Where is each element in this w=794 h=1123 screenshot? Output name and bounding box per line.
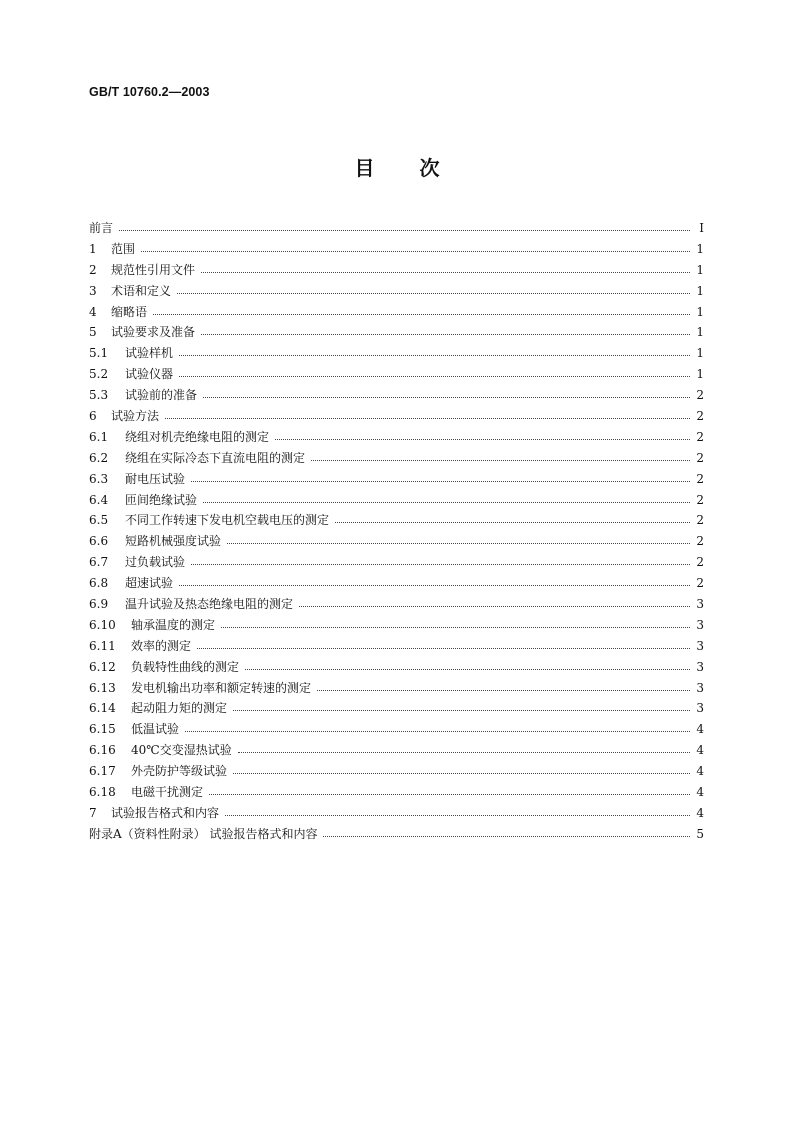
toc-dot-leader <box>197 648 690 649</box>
toc-entry-number: 5.2 <box>89 367 109 382</box>
toc-entry-number: 6.14 <box>89 701 116 716</box>
toc-entry-title: 前言 <box>89 221 114 235</box>
toc-entry-title: 试验前的准备 <box>125 388 198 403</box>
toc-entry-page: 1 <box>696 283 704 298</box>
toc-entry <box>89 427 704 448</box>
toc-entry-title: 40℃交变湿热试验 <box>131 743 232 758</box>
toc-entry <box>89 490 704 511</box>
toc-entry-title: 温升试验及热态绝缘电阻的测定 <box>125 597 294 612</box>
toc-entry-page: 4 <box>696 785 704 800</box>
toc-entry <box>89 678 704 699</box>
toc-entry-page: 3 <box>696 617 704 632</box>
toc-entry-title: 起动阻力矩的测定 <box>131 701 228 716</box>
toc-dot-leader <box>191 564 690 565</box>
toc-entry <box>89 552 704 573</box>
toc-entry-page: 5 <box>696 826 704 841</box>
toc-entry <box>89 719 704 740</box>
toc-entry-page: 1 <box>696 304 704 319</box>
toc-entry-number: 2 <box>89 262 97 277</box>
toc-entry-title: 低温试验 <box>131 722 180 737</box>
toc-entry-number: 6.7 <box>89 555 109 570</box>
toc-entry-page: 2 <box>696 409 704 424</box>
toc-entry-page: 1 <box>696 346 704 361</box>
toc-entry <box>89 636 704 657</box>
toc-entry <box>89 260 704 281</box>
toc-entry-page: Ⅰ <box>699 221 704 235</box>
toc-entry-title: 试验仪器 <box>125 367 174 382</box>
toc-entry-title: 匝间绝缘试验 <box>125 492 198 507</box>
toc-dot-leader <box>299 606 690 607</box>
toc-entry-page: 1 <box>696 367 704 382</box>
toc-entry-page: 4 <box>696 805 704 820</box>
toc-entry-title: 缩略语 <box>111 304 148 319</box>
toc-entry-page: 3 <box>696 680 704 695</box>
toc-entry-page: 2 <box>696 429 704 444</box>
toc-entry-title: 耐电压试验 <box>125 471 186 486</box>
toc-entry <box>89 510 704 531</box>
toc-entry-page: 1 <box>696 241 704 256</box>
toc-dot-leader <box>201 272 690 273</box>
toc-entry-title: 试验要求及准备 <box>111 325 196 340</box>
toc-dot-leader <box>153 314 690 315</box>
toc-dot-leader <box>119 230 690 231</box>
toc-entry-page: 4 <box>696 764 704 779</box>
toc-entry-title: 试验方法 <box>111 409 160 424</box>
toc-entry-number: 6.6 <box>89 534 109 549</box>
toc-entry-number: 7 <box>89 805 97 820</box>
toc-entry-number: 6 <box>89 409 97 424</box>
toc-entry-number: 4 <box>89 304 97 319</box>
toc-entry-page: 1 <box>696 325 704 340</box>
toc-entry-title: 试验报告格式和内容 <box>111 805 220 820</box>
toc-dot-leader <box>209 794 690 795</box>
toc-entry <box>89 302 704 323</box>
toc-entry-number: 6.2 <box>89 450 109 465</box>
toc-entry <box>89 782 704 803</box>
toc-entry-title: 绕组对机壳绝缘电阻的测定 <box>125 429 270 444</box>
toc-dot-leader <box>335 522 690 523</box>
toc-entry-page: 3 <box>696 597 704 612</box>
toc-entry-page: 2 <box>696 534 704 549</box>
toc-entry <box>89 406 704 427</box>
toc-entry-page: 2 <box>696 388 704 403</box>
toc-entry <box>89 594 704 615</box>
toc-entry-title: 过负载试验 <box>125 555 186 570</box>
toc-entry <box>89 385 704 406</box>
toc-dot-leader <box>233 710 690 711</box>
toc-dot-leader <box>221 627 690 628</box>
toc-entry-page: 2 <box>696 576 704 591</box>
toc-entry-page: 4 <box>696 722 704 737</box>
toc-entry-page: 3 <box>696 659 704 674</box>
toc-entry <box>89 364 704 385</box>
toc-dot-leader <box>317 690 690 691</box>
toc-entry-page: 2 <box>696 513 704 528</box>
toc-entry-title: 范围 <box>111 241 136 256</box>
toc-dot-leader <box>227 543 690 544</box>
toc-entry-number: 6.3 <box>89 471 109 486</box>
toc-entry-page: 2 <box>696 450 704 465</box>
toc-entry-number: 6.12 <box>89 659 116 674</box>
toc-entry-title: 规范性引用文件 <box>111 262 196 277</box>
toc-dot-leader <box>179 355 690 356</box>
toc-entry-title: 轴承温度的测定 <box>131 617 216 632</box>
toc-dot-leader <box>179 376 690 377</box>
toc-entry-number: 5.1 <box>89 346 109 361</box>
toc-dot-leader <box>185 731 690 732</box>
toc-entry-number: 6.4 <box>89 492 109 507</box>
toc-dot-leader <box>275 439 690 440</box>
toc-entry <box>89 469 704 490</box>
toc-dot-leader <box>177 293 690 294</box>
toc-dot-leader <box>323 836 690 837</box>
toc-dot-leader <box>203 397 690 398</box>
toc-dot-leader <box>179 585 690 586</box>
toc-entry-title: 超速试验 <box>125 576 174 591</box>
toc-entry-title: 不同工作转速下发电机空载电压的测定 <box>125 513 330 528</box>
toc-entry-title: 短路机械强度试验 <box>125 534 222 549</box>
toc-entry-number: 6.11 <box>89 638 116 653</box>
toc-entry-number: 6.17 <box>89 764 116 779</box>
toc-entry-number: 1 <box>89 241 97 256</box>
toc-entry-title: 电磁干扰测定 <box>131 785 204 800</box>
toc-dot-leader <box>141 251 690 252</box>
toc-entry-title: 试验样机 <box>125 346 174 361</box>
toc-entry-number: 6.18 <box>89 785 116 800</box>
toc-entry-number: 6.16 <box>89 743 116 758</box>
toc-entry <box>89 740 704 761</box>
toc-entry-page: 4 <box>696 743 704 758</box>
toc-entry-page: 1 <box>696 262 704 277</box>
toc-entry-title: 绕组在实际冷态下直流电阻的测定 <box>125 450 306 465</box>
toc-entry-number: 6.13 <box>89 680 116 695</box>
toc-dot-leader <box>203 502 690 503</box>
toc-entry <box>89 803 704 824</box>
toc-entry-page: 3 <box>696 701 704 716</box>
toc-entry <box>89 322 704 343</box>
toc-entry-title: 效率的测定 <box>131 638 192 653</box>
toc-entry-title: 术语和定义 <box>111 283 172 298</box>
toc-dot-leader <box>225 815 690 816</box>
toc-entry <box>89 239 704 260</box>
toc-entry-title: 发电机输出功率和额定转速的测定 <box>131 680 312 695</box>
toc-entry <box>89 698 704 719</box>
toc-entry <box>89 343 704 364</box>
toc-entry-number: 6.5 <box>89 513 109 528</box>
page-title: 目 次 <box>354 156 440 180</box>
toc-entry <box>89 761 704 782</box>
toc-entry-number: 6.8 <box>89 576 109 591</box>
toc-entry-title: 附录A（资料性附录） 试验报告格式和内容 <box>89 826 318 841</box>
toc-entry-page: 2 <box>696 492 704 507</box>
toc-entry <box>89 448 704 469</box>
toc-entry <box>89 824 704 845</box>
toc-dot-leader <box>165 418 690 419</box>
toc-entry <box>89 218 704 239</box>
toc-dot-leader <box>311 460 690 461</box>
toc-entry-number: 6.10 <box>89 617 116 632</box>
toc-entry-number: 6.15 <box>89 722 116 737</box>
toc-entry-number: 6.9 <box>89 597 109 612</box>
toc-entry-page: 2 <box>696 555 704 570</box>
toc-entry-page: 3 <box>696 638 704 653</box>
toc-dot-leader <box>238 752 690 753</box>
toc-entry-title: 负载特性曲线的测定 <box>131 659 240 674</box>
toc-entry-number: 5.3 <box>89 388 109 403</box>
toc-entry-number: 3 <box>89 283 97 298</box>
toc-entry <box>89 531 704 552</box>
toc-entry-number: 5 <box>89 325 97 340</box>
toc-entry <box>89 573 704 594</box>
toc-entry <box>89 281 704 302</box>
toc-dot-leader <box>245 669 690 670</box>
toc-entry <box>89 615 704 636</box>
toc-entry-page: 2 <box>696 471 704 486</box>
toc-entry <box>89 657 704 678</box>
document-id: GB/T 10760.2—2003 <box>89 85 210 99</box>
toc-entry-title: 外壳防护等级试验 <box>131 764 228 779</box>
toc-dot-leader <box>191 481 690 482</box>
toc-dot-leader <box>201 334 690 335</box>
toc-dot-leader <box>233 773 690 774</box>
table-of-contents <box>89 218 704 845</box>
toc-entry-number: 6.1 <box>89 429 109 444</box>
